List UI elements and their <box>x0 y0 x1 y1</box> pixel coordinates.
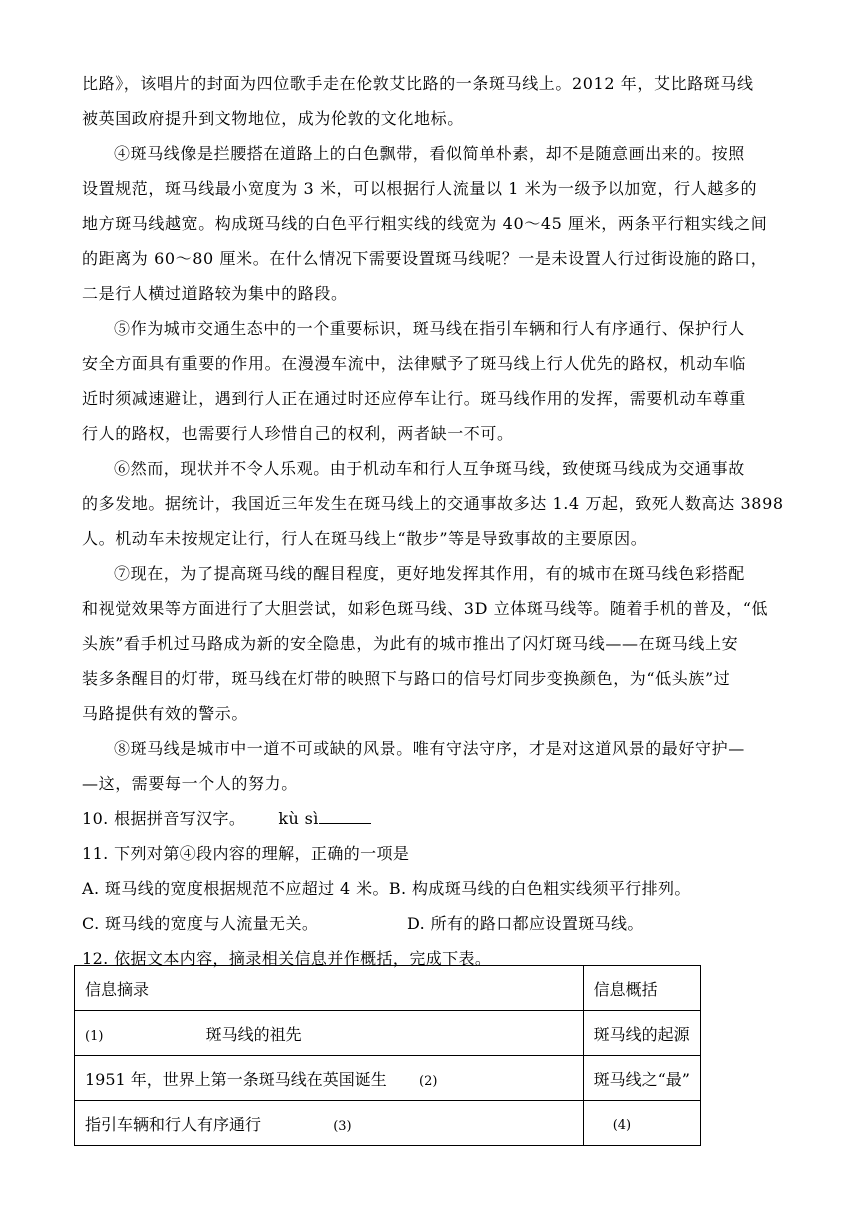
paragraph-7-start: ⑦现在，为了提高斑马线的醒目程度，更好地发挥其作用，有的城市在斑马线色彩搭配 <box>114 564 745 583</box>
option-d[interactable]: D. 所有的路口都应设置斑马线。 <box>407 914 644 933</box>
question-11-options-row-2 <box>82 906 786 941</box>
passage-line: 的多发地。据统计，我国近三年发生在斑马线上的交通事故多达 1.4 万起，致死人数高达 3898 <box>82 494 784 513</box>
passage-line: 设置规范，斑马线最小宽度为 3 米，可以根据行人流量以 1 米为一级予以加宽，行人越多的 <box>82 179 758 198</box>
passage-line: 行人的路权，也需要行人珍惜自己的权利，两者缺一不可。 <box>82 424 514 443</box>
question-10-text: 10. 根据拼音写汉字。 <box>82 809 246 828</box>
table-cell-extract[interactable] <box>75 1011 584 1056</box>
table-cell-summary: 斑马线之“最” <box>583 1056 700 1101</box>
passage-line: 安全方面具有重要的作用。在漫漫车流中，法律赋予了斑马线上行人优先的路权，机动车临 <box>82 354 747 373</box>
passage-line: 二是行人横过道路较为集中的路段。 <box>82 284 348 303</box>
passage-line: 和视觉效果等方面进行了大胆尝试，如彩色斑马线、3D 立体斑马线等。随着手机的普及，“低 <box>82 599 769 618</box>
header-summary: 信息概括 <box>583 966 700 1011</box>
cell-text: 1951 年，世界上第一条斑马线在英国诞生 <box>85 1069 387 1089</box>
paragraph-5-start: ⑤作为城市交通生态中的一个重要标识，斑马线在指引车辆和行人有序通行、保护行人 <box>114 319 745 338</box>
question-11-options-row-1 <box>82 871 786 906</box>
table-cell-extract <box>75 1101 584 1146</box>
table-cell-summary[interactable] <box>583 1101 700 1146</box>
answer-blank[interactable] <box>319 805 371 824</box>
blank-marker: (1) <box>85 1028 104 1044</box>
passage-line: 近时须减速避让，遇到行人正在通过时还应停车让行。斑马线作用的发挥，需要机动车尊重 <box>82 389 747 408</box>
document-page <box>82 66 786 976</box>
passage-line: —这，需要每一个人的努力。 <box>82 774 298 793</box>
blank-marker[interactable]: (3) <box>333 1118 352 1134</box>
paragraph-4-start: ④斑马线像是拦腰搭在道路上的白色飘带，看似简单朴素，却不是随意画出来的。按照 <box>114 144 745 163</box>
question-12: 12. 依据文本内容，摘录相关信息并作概括，完成下表。 <box>82 949 492 968</box>
option-b[interactable]: B. 构成斑马线的白色粗实线须平行排列。 <box>388 879 691 898</box>
cell-text: 斑马线的祖先 <box>205 1024 302 1044</box>
table-header-row <box>75 966 701 1011</box>
passage-line: 地方斑马线越宽。构成斑马线的白色平行粗实线的线宽为 40～45 厘米，两条平行粗实线之间 <box>82 214 768 233</box>
blank-marker: (4) <box>612 1117 632 1133</box>
passage-line: 装多条醒目的灯带，斑马线在灯带的映照下与路口的信号灯同步变换颜色，为“低头族”过 <box>82 669 731 688</box>
question-10-pinyin: kù sì <box>278 809 319 828</box>
info-table <box>74 965 701 1146</box>
table-row <box>75 1011 701 1056</box>
passage-line: 比路》，该唱片的封面为四位歌手走在伦敦艾比路的一条斑马线上。2012 年，艾比路斑马线 <box>82 74 754 93</box>
passage-line: 被英国政府提升到文物地位，成为伦敦的文化地标。 <box>82 109 464 128</box>
passage-line: 马路提供有效的警示。 <box>82 704 249 723</box>
paragraph-8-start: ⑧斑马线是城市中一道不可或缺的风景。唯有守法守序，才是对这道风景的最好守护— <box>114 739 745 758</box>
option-a[interactable]: A. 斑马线的宽度根据规范不应超过 4 米。 <box>82 879 389 898</box>
table-row <box>75 1056 701 1101</box>
question-10 <box>82 801 786 836</box>
cell-text: 指引车辆和行人有序通行 <box>85 1114 262 1134</box>
table-cell-summary: 斑马线的起源 <box>583 1011 700 1056</box>
header-extract: 信息摘录 <box>75 966 584 1011</box>
option-c[interactable]: C. 斑马线的宽度与人流量无关。 <box>82 914 319 933</box>
passage-line: 的距离为 60～80 厘米。在什么情况下需要设置斑马线呢？一是未设置人行过街设施的路口， <box>82 249 768 268</box>
table-row <box>75 1101 701 1146</box>
passage-line: 头族”看手机过马路成为新的安全隐患，为此有的城市推出了闪灯斑马线——在斑马线上安 <box>82 634 739 653</box>
passage-line: 人。机动车未按规定让行，行人在斑马线上“散步”等是导致事故的主要原因。 <box>82 529 648 548</box>
blank-marker[interactable]: (2) <box>419 1073 438 1089</box>
paragraph-6-start: ⑥然而，现状并不令人乐观。由于机动车和行人互争斑马线，致使斑马线成为交通事故 <box>114 459 745 478</box>
question-11: 11. 下列对第④段内容的理解，正确的一项是 <box>82 844 410 863</box>
table-cell-extract <box>75 1056 584 1101</box>
